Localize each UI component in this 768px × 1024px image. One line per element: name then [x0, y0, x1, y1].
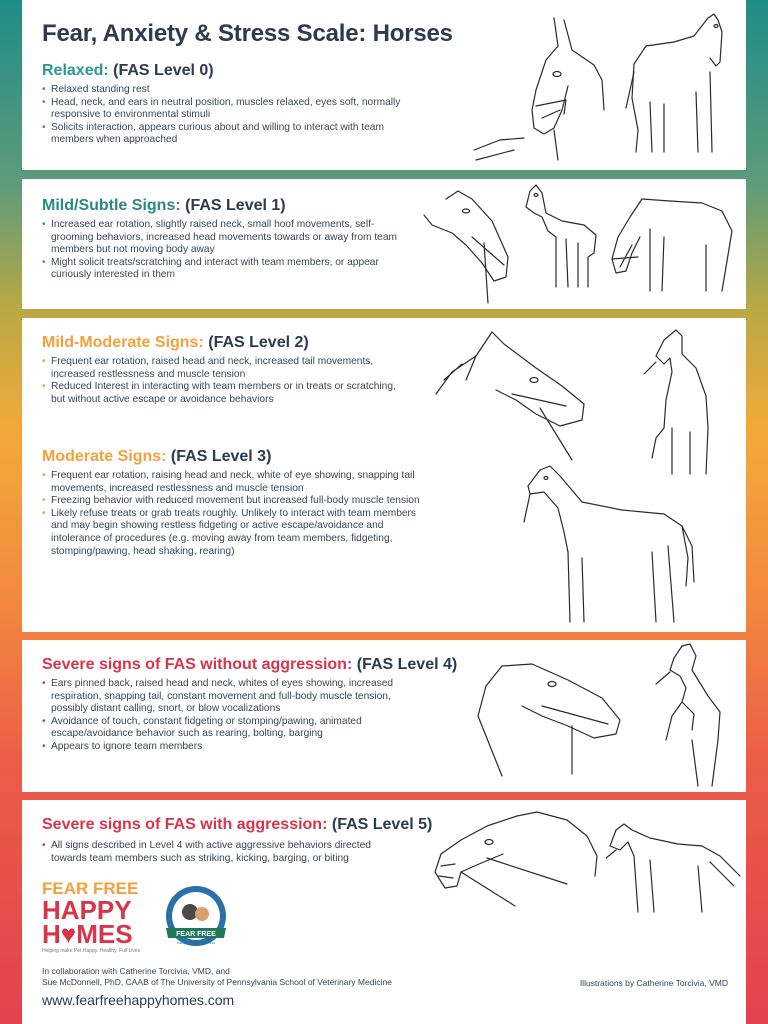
level-3-heading — [42, 448, 271, 466]
mild-horse-head-illustration — [422, 185, 517, 305]
level-number: (FAS Level 5) — [331, 816, 433, 833]
level-number: (FAS Level 1) — [185, 197, 286, 214]
sign-item: • Solicits interaction, appears curious about and willing to interact with team members when approached — [42, 122, 412, 147]
sign-item: • Relaxed standing rest — [42, 84, 412, 97]
sign-item: • Appears to ignore team members — [42, 741, 427, 754]
level-5-card — [22, 800, 746, 1024]
relaxed-horse-head-illustration — [454, 10, 614, 165]
level-name: Severe signs of FAS without aggression: — [42, 656, 353, 673]
sign-item: • Ears pinned back, raised head and neck, whites of eyes showing, increased respiration, snapping tail, constant movement and full-body muscle tension, possibly distant calling, snort, or blow vocalizations — [42, 678, 427, 716]
fear-free-happy-homes-logo — [42, 880, 142, 954]
mild-moderate-horse-standing-illustration — [642, 328, 732, 478]
sign-item: • Might solicit treats/scratching and interact with team members, or appear curiously interested in them — [42, 257, 407, 282]
level-name: Mild-Moderate Signs: — [42, 334, 204, 351]
level-0-heading — [42, 62, 214, 80]
severe-horse-head-illustration — [472, 646, 632, 786]
illustration-credit: Illustrations by Catherine Torcivia, VMD — [579, 978, 728, 988]
level-2-3-card — [22, 318, 746, 632]
mild-horse-grazing-illustration — [610, 197, 740, 297]
mild-moderate-horse-head-illustration — [432, 324, 592, 464]
level-4-heading — [42, 656, 457, 674]
level-5-signs — [42, 840, 407, 865]
badge-subtext: Taking the pet out of petrified — [176, 941, 216, 945]
level-2-signs — [42, 356, 407, 406]
logo-tagline: Helping make Pet Happy. Healthy. Full Lives. — [42, 948, 142, 954]
level-name: Moderate Signs: — [42, 448, 167, 465]
level-name: Mild/Subtle Signs: — [42, 197, 181, 214]
moderate-horse-standing-illustration — [522, 462, 697, 630]
aggressive-horse-head-illustration — [427, 806, 602, 916]
level-number: (FAS Level 0) — [113, 62, 214, 79]
collaboration-credit — [42, 966, 392, 987]
sign-item: • All signs described in Level 4 with active aggressive behaviors directed towards team members such as striking, kicking, barging, or biting — [42, 840, 407, 865]
website-link[interactable]: www.fearfreehappyhomes.com — [42, 992, 235, 1008]
sign-item: • Increased ear rotation, slightly raised neck, small hoof movements, self-grooming behaviors, increased head movements towards or away from team members but not moving body away — [42, 219, 407, 257]
level-0-signs — [42, 84, 412, 147]
level-4-signs — [42, 678, 427, 754]
page-title: Fear, Anxiety & Stress Scale: Horses — [42, 20, 453, 47]
level-5-heading — [42, 816, 432, 834]
collab-line-1: In collaboration with Catherine Torcivia, VMD, and — [42, 966, 230, 976]
level-1-heading — [42, 197, 286, 215]
sign-item: • Likely refuse treats or grab treats roughly. Unlikely to interact with team members and may begin showing restless fidgeting or active escape/avoidance and intolerance of procedures (e.g. moving away from team members, fidgeting, stomping/pawing, head shaking, rearing) — [42, 508, 427, 558]
level-1-card — [22, 179, 746, 309]
mild-horse-standing-illustration — [522, 183, 602, 293]
level-number: (FAS Level 3) — [170, 448, 272, 465]
logo-line-1: FEAR FREE — [42, 879, 139, 898]
sign-item: • Frequent ear rotation, raised head and neck, increased tail movements, increased restlessness and muscle tension — [42, 356, 407, 381]
badge-text: FEAR FREE — [176, 931, 216, 938]
severe-horse-rearing-illustration — [652, 640, 737, 790]
level-3-signs — [42, 470, 427, 558]
collab-line-2: Sue McDonnell, PhD, CAAB of The University of Pennsylvania School of Veterinary Medicine — [42, 976, 392, 987]
sign-item: • Head, neck, and ears in neutral position, muscles relaxed, eyes soft, normally responsive to environmental stimuli — [42, 97, 412, 122]
level-number: (FAS Level 2) — [208, 334, 309, 351]
level-name: Relaxed: — [42, 62, 109, 79]
aggressive-horse-kicking-illustration — [606, 816, 746, 916]
level-0-card — [22, 0, 746, 170]
fear-free-badge-logo — [162, 882, 232, 957]
sign-item: • Frequent ear rotation, raising head and neck, white of eye showing, snapping tail movements, increased restlessness and muscle tension — [42, 470, 427, 495]
fas-scale-sheet — [22, 0, 746, 1024]
logo-line-3: H♥MES — [42, 919, 133, 949]
relaxed-horse-body-illustration — [624, 12, 742, 162]
level-number: (FAS Level 4) — [356, 656, 458, 673]
sign-item: • Freezing behavior with reduced movement but increased full-body muscle tension — [42, 495, 427, 508]
level-1-signs — [42, 219, 407, 282]
level-4-card — [22, 640, 746, 792]
sign-item: • Avoidance of touch, constant fidgeting or stomping/pawing, animated escape/avoidance behavior such as rearing, bolting, barging — [42, 716, 427, 741]
logo-line-2: HAPPY — [42, 895, 132, 925]
level-2-heading — [42, 334, 309, 352]
level-name: Severe signs of FAS with aggression: — [42, 816, 328, 833]
sign-item: • Reduced Interest in interacting with team members or in treats or scratching, but without active escape or avoidance behaviors — [42, 381, 407, 406]
